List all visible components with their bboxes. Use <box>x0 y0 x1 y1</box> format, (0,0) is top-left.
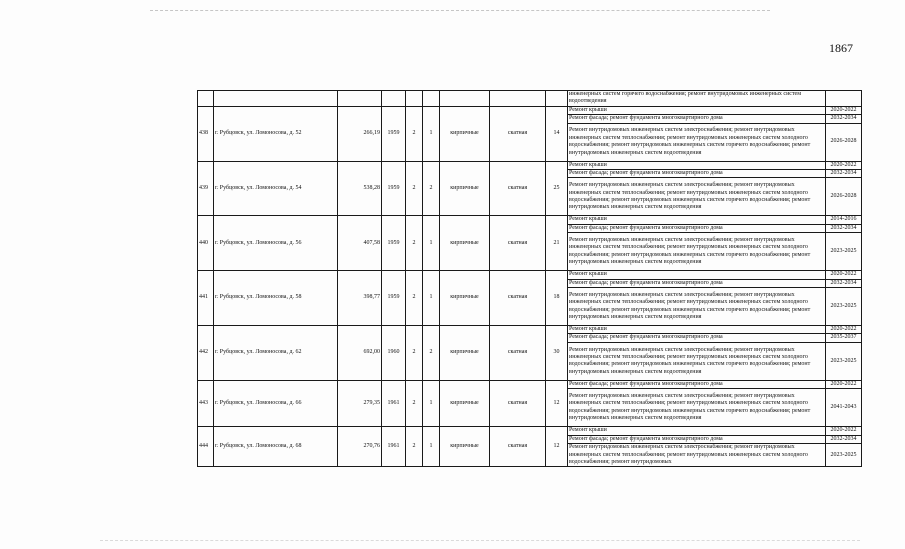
building-row <box>198 271 862 279</box>
area-cell: 692,00 <box>338 326 382 381</box>
area-cell: 398,77 <box>338 271 382 326</box>
period-cell: 2041-2043 <box>826 389 862 427</box>
floors-cell: 2 <box>406 271 423 326</box>
work-cell: Ремонт фасада; ремонт фундамента многоквартирного дома <box>568 224 826 232</box>
period-cell: 2020-2022 <box>826 106 862 114</box>
floors-cell: 2 <box>406 216 423 271</box>
period-cell: 2026-2028 <box>826 178 862 216</box>
period-cell: 2023-2025 <box>826 233 862 271</box>
work-cell: Ремонт внутридомовых инженерных систем электроснабжения; ремонт внутридомовых инженерных систем теплоснабжения; ремонт внутридомовых инженерных систем холодного водоснабжения; ремонт внутридомовых инженерных систем горячего водоснабжения; ремонт внутридомовых инженерных систем водоотведения <box>568 389 826 427</box>
floors-cell: 2 <box>406 380 423 426</box>
entrances-cell: 2 <box>423 326 440 381</box>
address-cell: г. Рубцовск, ул. Ломоносова, д. 52 <box>214 106 338 161</box>
period-cell: 2032-2034 <box>826 435 862 443</box>
page-number: 1867 <box>829 41 853 55</box>
period-cell: 2020-2022 <box>826 161 862 169</box>
address-cell: г. Рубцовск, ул. Ломоносова, д. 68 <box>214 427 338 467</box>
roof-cell: скатная <box>490 216 546 271</box>
work-cell: Ремонт фасада; ремонт фундамента многоквартирного дома <box>568 279 826 287</box>
walls-cell: кирпичные <box>440 271 490 326</box>
building-row <box>198 326 862 334</box>
work-cell: Ремонт фасада; ремонт фундамента многоквартирного дома <box>568 380 826 388</box>
entrances-cell: 2 <box>423 161 440 216</box>
row-number: 443 <box>198 380 214 426</box>
residents-cell: 12 <box>546 427 568 467</box>
year-cell: 1961 <box>382 380 406 426</box>
work-cell: Ремонт фасада; ремонт фундамента многоквартирного дома <box>568 334 826 342</box>
walls-cell: кирпичные <box>440 427 490 467</box>
roof-cell: скатная <box>490 106 546 161</box>
entrances-cell: 1 <box>423 427 440 467</box>
year-cell: 1959 <box>382 161 406 216</box>
work-cell: Ремонт внутридомовых инженерных систем электроснабжения; ремонт внутридомовых инженерных систем теплоснабжения; ремонт внутридомовых инженерных систем холодного водоснабжения; ремонт внутридомовых инженерных систем горячего водоснабжения; ремонт внутридомовых инженерных систем водоотведения <box>568 233 826 271</box>
work-cell: Ремонт фасада; ремонт фундамента многоквартирного дома <box>568 170 826 178</box>
row-number: 440 <box>198 216 214 271</box>
period-cell: 2023-2025 <box>826 342 862 380</box>
row-number: 441 <box>198 271 214 326</box>
walls-cell: кирпичные <box>440 380 490 426</box>
period-cell: 2032-2034 <box>826 170 862 178</box>
work-cell: Ремонт крыши <box>568 106 826 114</box>
walls-cell: кирпичные <box>440 106 490 161</box>
period-cell: 2032-2034 <box>826 115 862 123</box>
period-cell: 2023-2025 <box>826 288 862 326</box>
period-cell <box>826 91 862 107</box>
area-cell: 266,19 <box>338 106 382 161</box>
work-cell: Ремонт внутридомовых инженерных систем электроснабжения; ремонт внутридомовых инженерных систем теплоснабжения; ремонт внутридомовых инженерных систем холодного водоснабжения; ремонт внутридомовых инженерных систем горячего водоснабжения; ремонт внутридомовых инженерных систем водоотведения <box>568 342 826 380</box>
work-cell: Ремонт внутридомовых инженерных систем электроснабжения; ремонт внутридомовых инженерных систем теплоснабжения; ремонт внутридомовых инженерных систем холодного водоснабжения; ремонт внутридомовых инженерных систем горячего водоснабжения; ремонт внутридомовых инженерных систем водоотведения <box>568 178 826 216</box>
building-row <box>198 216 862 224</box>
row-number: 442 <box>198 326 214 381</box>
row-number: 444 <box>198 427 214 467</box>
year-cell: 1961 <box>382 427 406 467</box>
row-number: 439 <box>198 161 214 216</box>
walls-cell: кирпичные <box>440 216 490 271</box>
address-cell: г. Рубцовск, ул. Ломоносова, д. 66 <box>214 380 338 426</box>
building-row <box>198 106 862 114</box>
work-cell: Ремонт внутридомовых инженерных систем электроснабжения; ремонт внутридомовых инженерных систем теплоснабжения; ремонт внутридомовых инженерных систем холодного водоснабжения; ремонт внутридомовых инженерных систем горячего водоснабжения; ремонт внутридомовых инженерных систем водоотведения <box>568 288 826 326</box>
entrances-cell: 1 <box>423 216 440 271</box>
period-cell: 2026-2028 <box>826 123 862 161</box>
period-cell: 2023-2025 <box>826 444 862 467</box>
residents-cell: 18 <box>546 271 568 326</box>
repair-schedule-table <box>197 90 862 467</box>
roof-cell: скатная <box>490 161 546 216</box>
entrances-cell: 1 <box>423 380 440 426</box>
continuation-row <box>198 91 862 107</box>
roof-cell: скатная <box>490 326 546 381</box>
work-cell: Ремонт внутридомовых инженерных систем электроснабжения; ремонт внутридомовых инженерных систем теплоснабжения; ремонт внутридомовых инженерных систем холодного водоснабжения; ремонт внутридомовых <box>568 444 826 467</box>
period-cell: 2014-2016 <box>826 216 862 224</box>
residents-cell: 25 <box>546 161 568 216</box>
area-cell: 270,76 <box>338 427 382 467</box>
address-cell: г. Рубцовск, ул. Ломоносова, д. 54 <box>214 161 338 216</box>
scan-artifact-top <box>150 10 770 11</box>
building-row <box>198 380 862 388</box>
floors-cell: 2 <box>406 161 423 216</box>
work-cell: Ремонт крыши <box>568 326 826 334</box>
work-cell: Ремонт фасада; ремонт фундамента многоквартирного дома <box>568 115 826 123</box>
entrances-cell: 1 <box>423 106 440 161</box>
work-cell: инженерных систем горячего водоснабжения; ремонт внутридомовых инженерных систем водоотведения <box>568 91 826 107</box>
row-number: 438 <box>198 106 214 161</box>
floors-cell: 2 <box>406 106 423 161</box>
walls-cell: кирпичные <box>440 326 490 381</box>
year-cell: 1960 <box>382 326 406 381</box>
area-cell: 538,28 <box>338 161 382 216</box>
period-cell: 2020-2022 <box>826 271 862 279</box>
residents-cell: 21 <box>546 216 568 271</box>
period-cell: 2020-2022 <box>826 427 862 435</box>
roof-cell: скатная <box>490 380 546 426</box>
period-cell: 2020-2022 <box>826 326 862 334</box>
floors-cell: 2 <box>406 427 423 467</box>
period-cell: 2035-2037 <box>826 334 862 342</box>
area-cell: 407,58 <box>338 216 382 271</box>
work-cell: Ремонт крыши <box>568 271 826 279</box>
work-cell: Ремонт внутридомовых инженерных систем электроснабжения; ремонт внутридомовых инженерных систем теплоснабжения; ремонт внутридомовых инженерных систем холодного водоснабжения; ремонт внутридомовых инженерных систем горячего водоснабжения; ремонт внутридомовых инженерных систем водоотведения <box>568 123 826 161</box>
residents-cell: 14 <box>546 106 568 161</box>
area-cell: 279,35 <box>338 380 382 426</box>
period-cell: 2020-2022 <box>826 380 862 388</box>
walls-cell: кирпичные <box>440 161 490 216</box>
work-cell: Ремонт крыши <box>568 161 826 169</box>
address-cell: г. Рубцовск, ул. Ломоносова, д. 62 <box>214 326 338 381</box>
period-cell: 2032-2034 <box>826 279 862 287</box>
address-cell: г. Рубцовск, ул. Ломоносова, д. 56 <box>214 216 338 271</box>
roof-cell: скатная <box>490 271 546 326</box>
scan-artifact-bottom <box>100 540 860 541</box>
roof-cell: скатная <box>490 427 546 467</box>
residents-cell: 30 <box>546 326 568 381</box>
work-cell: Ремонт фасада; ремонт фундамента многоквартирного дома <box>568 435 826 443</box>
year-cell: 1959 <box>382 216 406 271</box>
year-cell: 1959 <box>382 106 406 161</box>
entrances-cell: 1 <box>423 271 440 326</box>
building-row <box>198 427 862 435</box>
year-cell: 1959 <box>382 271 406 326</box>
floors-cell: 2 <box>406 326 423 381</box>
work-cell: Ремонт крыши <box>568 427 826 435</box>
residents-cell: 12 <box>546 380 568 426</box>
address-cell: г. Рубцовск, ул. Ломоносова, д. 58 <box>214 271 338 326</box>
work-cell: Ремонт крыши <box>568 216 826 224</box>
period-cell: 2032-2034 <box>826 224 862 232</box>
building-row <box>198 161 862 169</box>
